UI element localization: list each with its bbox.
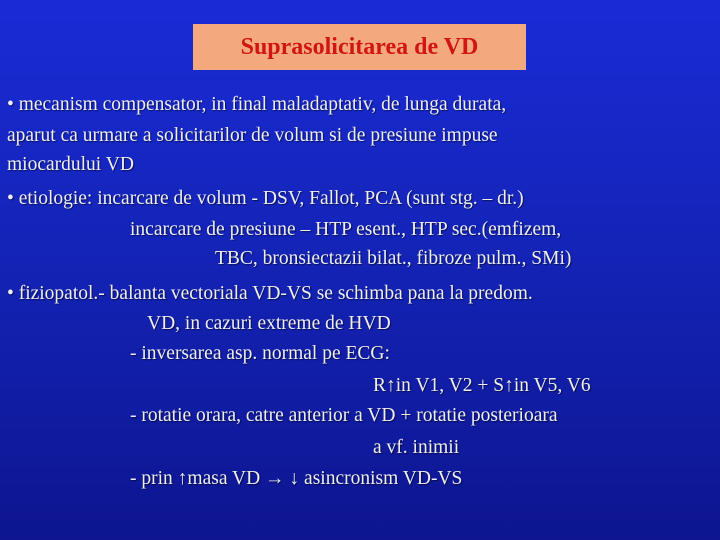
text-line-2: aparut ca urmare a solicitarilor de volum si de presiune impuse (7, 125, 498, 146)
text-line-9: - inversarea asp. normal pe ECG: (130, 343, 390, 364)
text-line-11: - rotatie orara, catre anterior a VD + rotatie posterioara (130, 405, 558, 426)
text-line-1: • mecanism compensator, in final maladaptativ, de lunga durata, (7, 94, 507, 115)
text-line-6: TBC, bronsiectazii bilat., fibroze pulm., SMi) (215, 248, 572, 269)
text-line-8: VD, in cazuri extreme de HVD (147, 313, 391, 334)
slide-title: Suprasolicitarea de VD (240, 33, 479, 60)
title-box (193, 24, 526, 70)
text-line-7: • fiziopatol.- balanta vectoriala VD-VS se schimba pana la predom. (7, 283, 533, 304)
text-line-12: a vf. inimii (373, 437, 460, 458)
text-line-13: - prin ↑masa VD → ↓ asincronism VD-VS (130, 468, 463, 489)
text-line-4: • etiologie: incarcare de volum - DSV, Fallot, PCA (sunt stg. – dr.) (7, 188, 524, 209)
text-line-10: R↑in V1, V2 + S↑in V5, V6 (373, 375, 591, 396)
text-line-3: miocardului VD (7, 154, 134, 175)
text-line-5: incarcare de presiune – HTP esent., HTP sec.(emfizem, (130, 219, 562, 240)
